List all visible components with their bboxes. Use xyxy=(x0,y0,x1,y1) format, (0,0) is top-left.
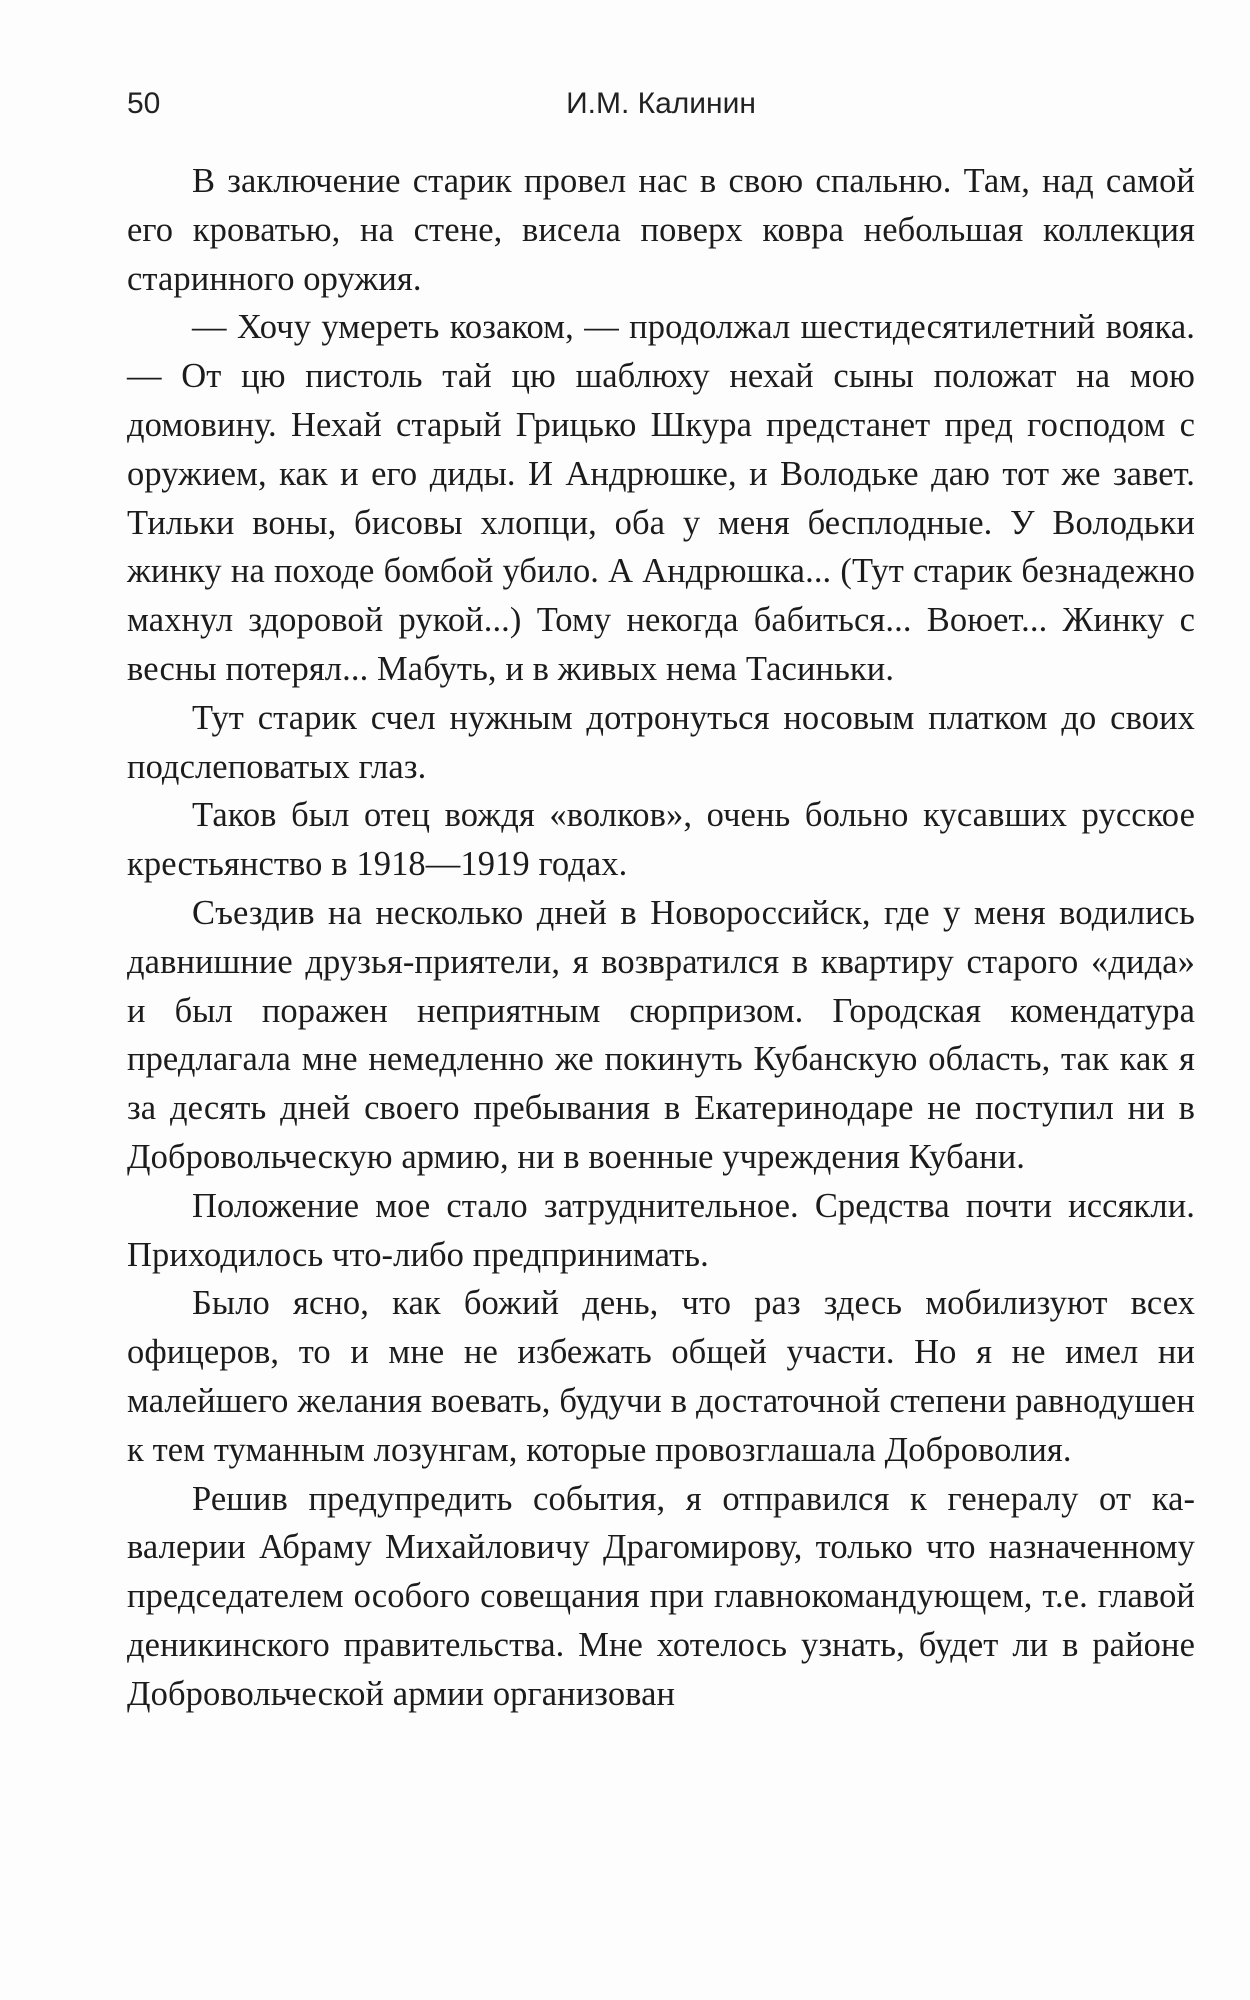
paragraph: Таков был отец вождя «волков», очень больно кусавших русское крестьянство в 1918—1919 годах. xyxy=(127,796,1195,884)
paragraph: — Хочу умереть козаком, — продолжал шестидесятилетний вояка. — От цю пистоль тай цю шаблюху нехай сыны положат на мою домовину. Нехай старый Грицько Шкура предстанет пред господом с оружием, как и его диды. И Андрюшке, и Володьке даю тот же завет. Тильки воны, бисовы хлопци, оба у меня бесплодные. У Володьки жинку на походе бомбой убило. А Андрюшка... (Тут старик безнадежно махнул здоровой рукой...) Тому некогда бабиться... Воюет... Жинку с весны потерял... Мабуть, и в живых нема Тасиньки. xyxy=(127,308,1195,688)
paragraph: Съездив на несколько дней в Новороссийск, где у меня водились давнишние друзья-приятели, я возвратился в квартиру старого «дида» и был поражен неприятным сюрпризом. Городская комендатура предлагала мне немедленно же покинуть Кубанскую область, так как я за десять дней своего пребывания в Екатеринодаре не поступил ни в Добровольческую армию, ни в военные учреждения Кубани. xyxy=(127,893,1195,1176)
body-text xyxy=(127,157,1195,1719)
paragraph: Решив предупредить события, я отправился к генералу от кавалерии Абраму Михайловичу Драгомирову, только что назначенному председателем особого совещания при главнокомандующем, т.е. главой деникинского правительства. Мне хотелось узнать, будет ли в районе Добровольческой армии организован xyxy=(127,1479,1195,1713)
paragraph: Тут старик счел нужным дотронуться носовым платком до своих подслеповатых глаз. xyxy=(127,698,1195,786)
running-head-author: И.М. Калинин xyxy=(566,87,756,120)
paragraph: В заключение старик провел нас в свою спальню. Там, над самой его кроватью, на стене, висела поверх ковра небольшая коллекция старинного оружия. xyxy=(127,162,1195,298)
paragraph: Было ясно, как божий день, что раз здесь мобилизуют всех офицеров, то и мне не избежать общей участи. Но я не имел ни малейшего желания воевать, будучи в достаточной степени равнодушен к тем туманным лозунгам, которые провозглашала Доброволия. xyxy=(127,1284,1195,1469)
page-number: 50 xyxy=(127,87,161,120)
running-head xyxy=(127,84,1195,124)
paragraph: Положение мое стало затруднительное. Средства почти иссякли. Приходилось что-либо предпринимать. xyxy=(127,1186,1195,1274)
